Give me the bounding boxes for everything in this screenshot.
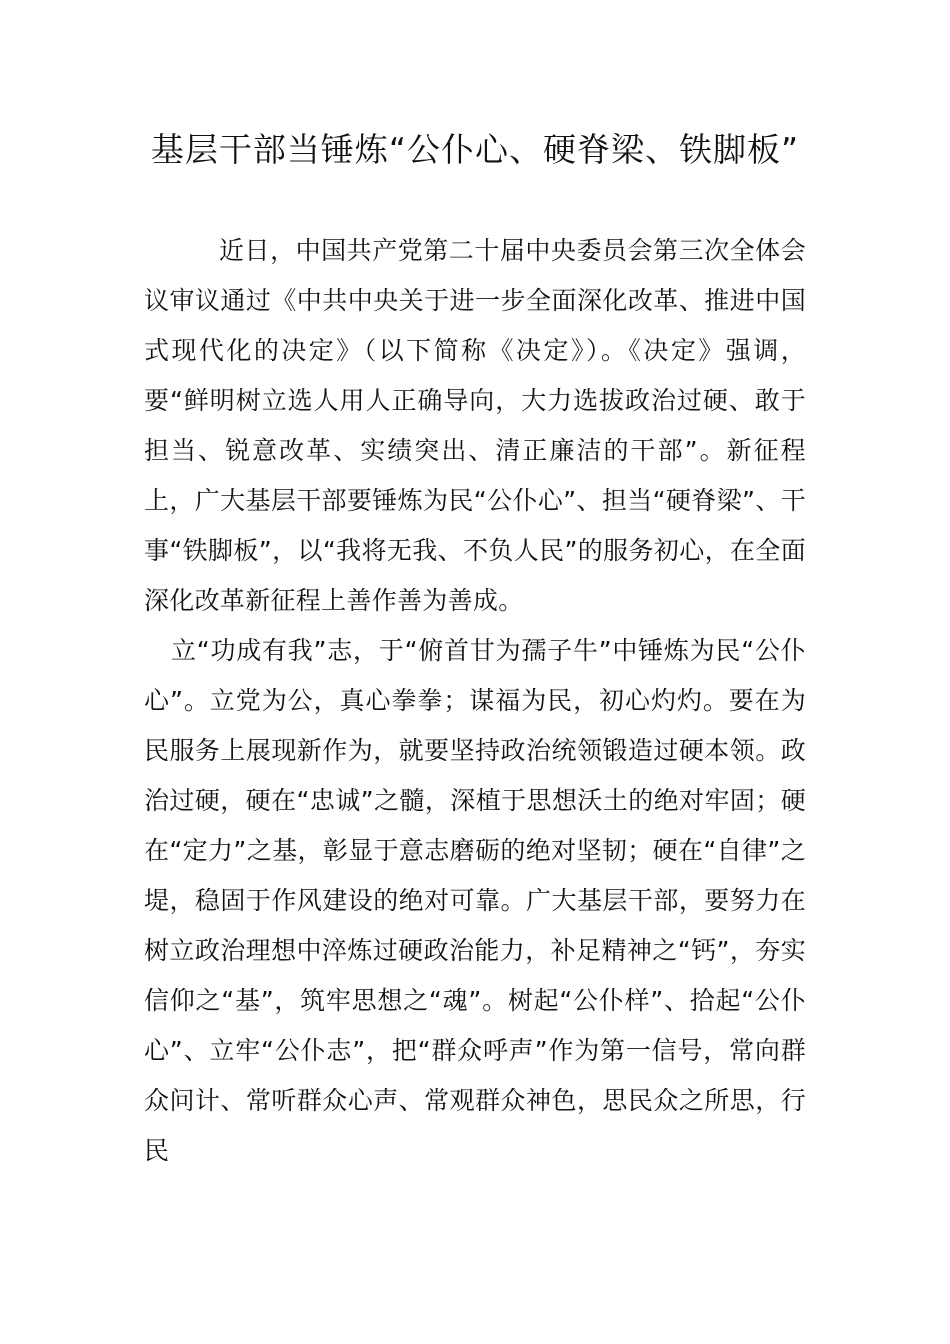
paragraph-section-one: 立“功成有我”志，于“俯首甘为孺子牛”中锤炼为民“公仆心”。立党为公，真心拳拳；谋福为民，初心灼灼。要在为民服务上展现新作为，就要坚持政治统领锻造过硬本领。政治过硬，硬在“忠诚”之髓，深植于思想沃土的绝对牢固；硬在“定力”之基，彰显于意志磨砺的绝对坚韧；硬在“自律”之堤，稳固于作风建设的绝对可靠。广大基层干部，要努力在树立政治理想中淬炼过硬政治能力，补足精神之“钙”，夯实信仰之“基”，筑牢思想之“魂”。树起“公仆样”、拾起“公仆心”、立牢“公仆志”，把“群众呼声”作为第一信号，常向群众问计、常听群众心声、常观群众神色，思民众之所思，行民 — [144, 636, 806, 1165]
paragraph-intro: 近日，中国共产党第二十届中央委员会第三次全体会议审议通过《中共中央关于进一步全面深化改革、推进中国式现代化的决定》（以下简称《决定》）。《决定》强调，要“鲜明树立选人用人正确导向，大力选拔政治过硬、敢于担当、锐意改革、实绩突出、清正廉洁的干部”。新征程上，广大基层干部要锤炼为民“公仆心”、担当“硬脊梁”、干事“铁脚板”，以“我将无我、不负人民”的服务初心，在全面深化改革新征程上善作善为善成。 — [144, 236, 806, 615]
document-body — [144, 226, 806, 1176]
document-title: 基层干部当锤炼“公仆心、硬脊梁、铁脚板” — [150, 130, 800, 169]
